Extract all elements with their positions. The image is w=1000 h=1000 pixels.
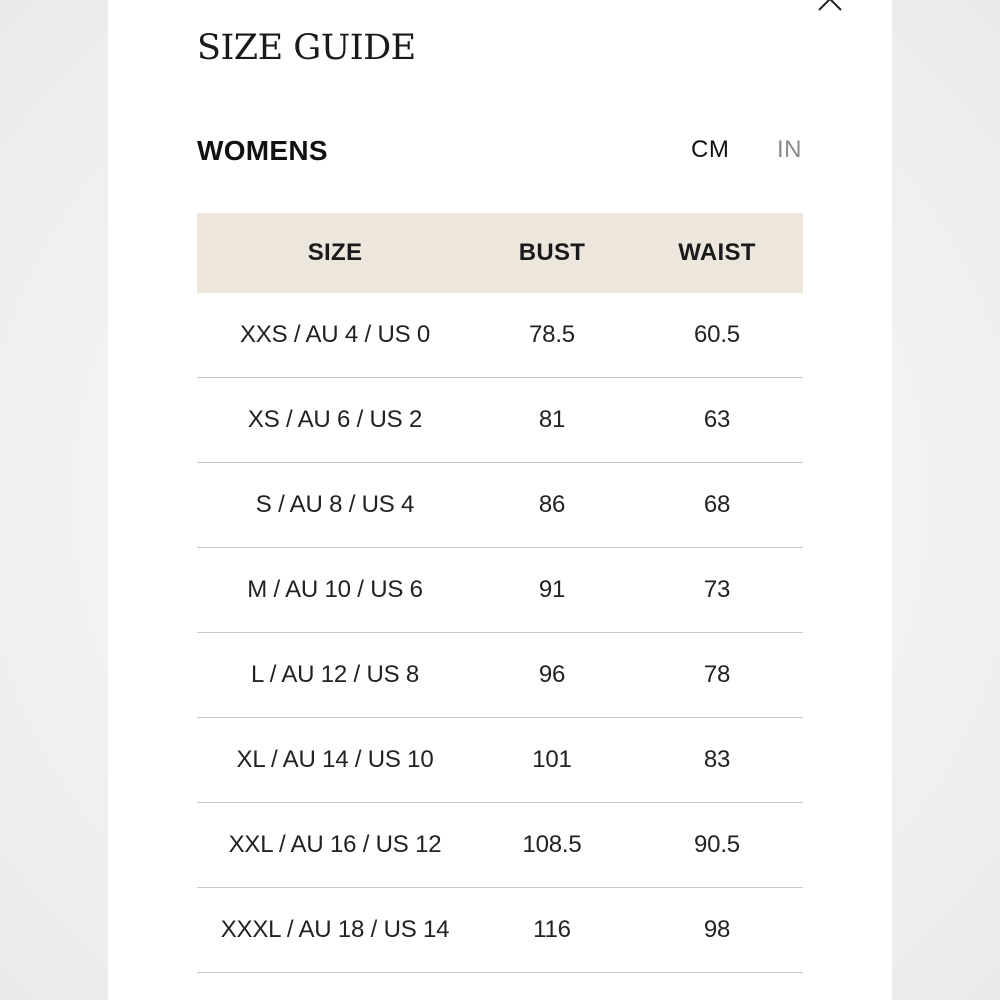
cell-bust: 91 — [538, 576, 566, 603]
cell-bust: 96 — [538, 661, 566, 688]
cell-waist: 78 — [703, 661, 731, 688]
table-row — [197, 548, 803, 633]
column-header-size: SIZE — [307, 239, 363, 266]
unit-toggle-in[interactable]: IN — [777, 136, 802, 163]
cell-waist: 90.5 — [694, 831, 740, 858]
cell-bust: 81 — [538, 406, 566, 433]
section-title-womens: WOMENS — [197, 135, 328, 166]
cell-waist: 83 — [703, 746, 731, 773]
unit-toggle-cm[interactable]: CM — [691, 136, 730, 163]
cell-waist: 98 — [703, 916, 731, 943]
modal-title: SIZE GUIDE — [197, 28, 416, 68]
header-row — [197, 213, 803, 293]
table-row — [197, 463, 803, 548]
cell-waist: 63 — [703, 406, 731, 433]
cell-size: M / AU 10 / US 6 — [247, 576, 423, 603]
cell-size: S / AU 8 / US 4 — [255, 491, 415, 518]
table-row — [197, 378, 803, 463]
cell-bust: 108.5 — [522, 831, 582, 858]
cell-size: XL / AU 14 / US 10 — [236, 746, 434, 773]
size-table — [197, 213, 803, 973]
cell-size: XXL / AU 16 / US 12 — [228, 831, 442, 858]
cell-bust: 116 — [533, 916, 571, 943]
close-button[interactable] — [813, 0, 847, 12]
cell-bust: 78.5 — [529, 321, 575, 348]
cell-size: XXXL / AU 18 / US 14 — [220, 916, 450, 943]
table-row — [197, 633, 803, 718]
table-row — [197, 718, 803, 803]
size-table-body — [197, 293, 803, 973]
table-row — [197, 803, 803, 888]
close-icon — [813, 0, 847, 12]
cell-bust: 101 — [532, 746, 572, 773]
cell-bust: 86 — [538, 491, 566, 518]
table-row — [197, 888, 803, 973]
size-table-header — [197, 213, 803, 293]
cell-size: L / AU 12 / US 8 — [251, 661, 419, 688]
table-row — [197, 293, 803, 378]
column-header-bust: BUST — [518, 239, 586, 266]
cell-size: XXS / AU 4 / US 0 — [239, 321, 431, 348]
column-header-waist: WAIST — [678, 239, 756, 266]
cell-waist: 68 — [703, 491, 731, 518]
cell-waist: 60.5 — [694, 321, 740, 348]
cell-size: XS / AU 6 / US 2 — [247, 406, 423, 433]
cell-waist: 73 — [703, 576, 731, 603]
